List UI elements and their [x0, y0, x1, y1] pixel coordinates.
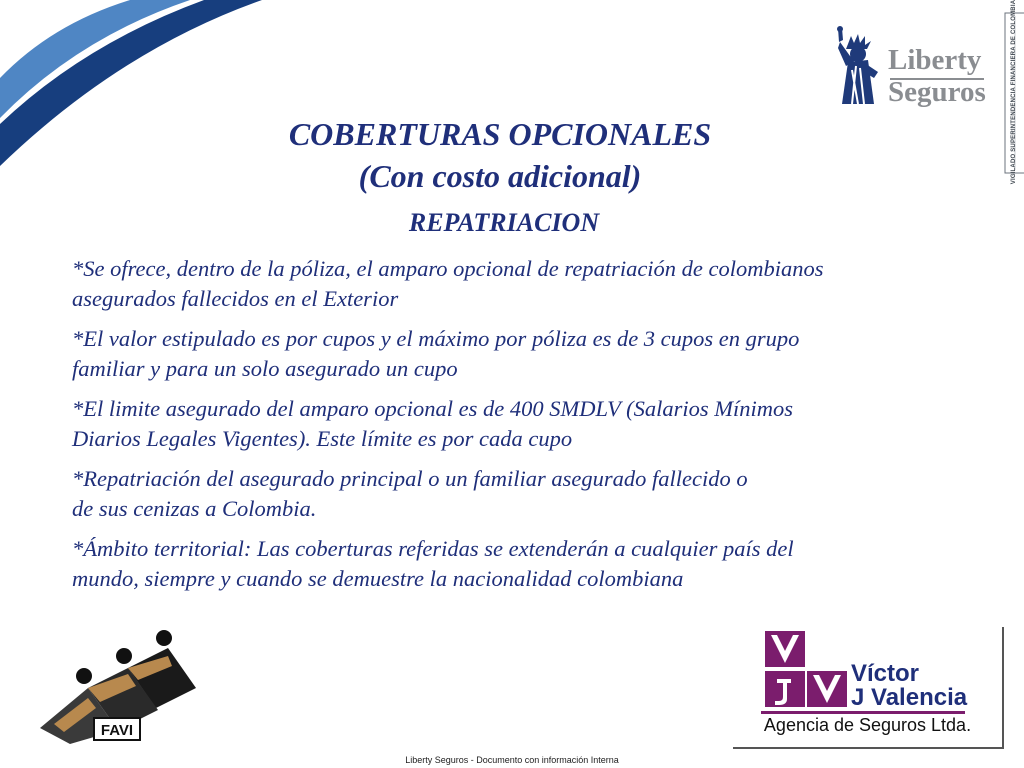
vjv-name-victor: Víctor	[851, 660, 920, 687]
paragraph-offer	[72, 254, 952, 314]
paragraph-territory	[72, 534, 952, 594]
paragraph-repatriation	[72, 464, 952, 524]
paragraph-line: *Repatriación del asegurado principal o un familiar asegurado fallecido o	[72, 466, 748, 491]
footer-note: Liberty Seguros - Documento con información Interna	[405, 755, 619, 765]
paragraph-line: *Ámbito territorial: Las coberturas referidas se extenderán a cualquier país del	[72, 536, 794, 561]
paragraph-line: *El limite asegurado del amparo opcional es de 400 SMDLV (Salarios Mínimos	[72, 396, 793, 421]
vjv-monogram-icon	[759, 629, 849, 715]
paragraph-line: familiar y para un solo asegurado un cupo	[72, 356, 458, 381]
liberty-logo-word-seguros: Seguros	[888, 76, 986, 108]
section-heading: REPATRIACION	[408, 208, 600, 237]
liberty-seguros-logo	[828, 26, 988, 108]
paragraph-limit	[72, 394, 952, 454]
paragraph-line: Diarios Legales Vigentes). Este límite es por cada cupo	[72, 426, 573, 451]
statue-of-liberty-icon	[828, 26, 884, 106]
vjv-name-j-valencia: J Valencia	[851, 684, 968, 711]
favi-logo	[36, 628, 200, 748]
vigilado-superintendencia-text: VIGILADO SUPERINTENDENCIA FINANCIERA DE COLOMBIA	[1011, 0, 1017, 185]
favi-logo-text: FAVI	[100, 722, 134, 739]
page-title: COBERTURAS OPCIONALES	[288, 116, 712, 152]
paragraph-quota	[72, 324, 952, 384]
page-subtitle: (Con costo adicional)	[358, 158, 642, 194]
vjv-agency-label: Agencia de Seguros Ltda.	[763, 715, 972, 735]
paragraph-line: asegurados fallecidos en el Exterior	[72, 286, 399, 311]
coverage-description	[72, 254, 952, 604]
victor-j-valencia-logo	[733, 627, 1004, 749]
liberty-logo-word-liberty: Liberty	[888, 44, 982, 76]
paragraph-line: *El valor estipulado es por cupos y el máximo por póliza es de 3 cupos en grupo	[72, 326, 800, 351]
paragraph-line: *Se ofrece, dentro de la póliza, el amparo opcional de repatriación de colombianos	[72, 256, 824, 281]
paragraph-line: de sus cenizas a Colombia.	[72, 496, 317, 521]
paragraph-line: mundo, siempre y cuando se demuestre la nacionalidad colombiana	[72, 566, 684, 591]
